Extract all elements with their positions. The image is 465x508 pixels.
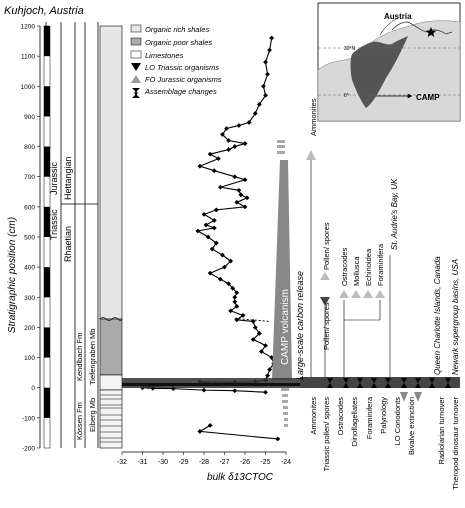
camp-volcanism-label: CAMP volcanism: [280, 289, 291, 365]
label-triassic: Triassic: [49, 209, 59, 240]
fo-group-label: Ostracodes: [340, 247, 349, 286]
data-point: [198, 429, 203, 434]
label-tiefengraben: Tiefengraben Mb: [88, 328, 97, 385]
pollen-side-label: Pollen/ spores: [322, 302, 331, 350]
data-point: [269, 36, 274, 41]
label-hettangian: Hettangian: [63, 156, 73, 200]
data-point: [275, 437, 280, 442]
y-tick-label: -100: [21, 415, 35, 423]
data-point: [208, 423, 213, 428]
data-point: [234, 200, 239, 205]
data-point: [239, 192, 244, 197]
label-rhaetian: Rhaetian: [63, 225, 73, 262]
bar-block: [44, 26, 50, 56]
legend-limestones: Limestones: [145, 51, 184, 60]
data-point: [232, 174, 237, 179]
ammonites-fo-icon: [306, 150, 316, 160]
y-tick-label: 1100: [21, 53, 35, 61]
data-point: [212, 226, 217, 231]
data-point: [226, 147, 231, 152]
st-audries-label: St. Audrie's Bay, UK: [390, 178, 399, 250]
y-tick-label: 300: [24, 294, 35, 302]
x-tick-label: -32: [116, 459, 128, 466]
x-tick-label: -27: [219, 459, 230, 466]
data-point: [243, 141, 248, 146]
data-point: [261, 84, 266, 89]
y-tick-label: 1200: [20, 23, 35, 31]
y-tick-label: 700: [24, 174, 35, 182]
bottom-label: Radiolarian turnover: [437, 397, 446, 465]
map-inset: [318, 3, 460, 121]
bar-block: [44, 267, 50, 297]
data-point: [216, 156, 221, 161]
camp-band: [122, 160, 460, 388]
fo-triangle-icon: [375, 290, 385, 298]
data-point: [243, 204, 248, 209]
data-point: [232, 295, 237, 300]
data-point: [236, 188, 241, 193]
data-point: [265, 373, 270, 378]
legend-organic-poor: Organic poor shales: [145, 38, 213, 47]
data-point: [195, 229, 200, 234]
legend-lo-triassic: LO Triassic organisms: [145, 63, 220, 72]
data-point: [263, 390, 268, 395]
data-point: [212, 218, 217, 223]
carbon-release-label: Large-scale carbon release: [295, 270, 305, 380]
data-point: [267, 48, 272, 53]
fo-group-label: Foraminifera: [376, 243, 385, 286]
data-point: [212, 168, 217, 173]
fo-groups: [339, 243, 385, 298]
x-axis: [117, 452, 291, 466]
y-tick-label: 900: [24, 113, 35, 121]
y-tick-label: 1000: [20, 83, 35, 91]
map-label-30n: 30°N: [344, 46, 356, 52]
fo-group-label: Mollusca: [352, 256, 361, 286]
label-kossen: Kössen Fm: [75, 402, 84, 440]
pollen-top-label: Pollen/ spores: [322, 222, 331, 270]
bar-block: [44, 388, 50, 418]
bar-block: [44, 86, 50, 116]
legend-organic-rich: Organic rich shales: [145, 25, 210, 34]
map-label-austria: Austria: [384, 12, 412, 21]
fo-triangle-icon: [339, 290, 349, 298]
data-point: [263, 60, 268, 65]
data-point: [214, 207, 219, 212]
data-point: [198, 164, 203, 169]
data-point: [232, 299, 237, 304]
x-tick-label: -30: [157, 459, 169, 466]
map-label-camp: CAMP: [416, 93, 440, 102]
y-tick-label: 200: [24, 324, 35, 332]
bottom-labels: [309, 396, 460, 489]
data-point: [202, 388, 207, 393]
bottom-label: Triassic pollen/ spores: [322, 397, 331, 472]
newark-label: Newark supergroup basins, USA: [451, 258, 460, 375]
data-point: [218, 277, 223, 282]
bottom-label: Theropod dinosaur turnover: [451, 397, 460, 490]
data-point: [204, 223, 209, 228]
y-tick-label: 500: [24, 234, 35, 242]
series-line-lower: [200, 425, 278, 439]
queen-charlotte-label: Queen Charlotte Islands, Canada: [433, 256, 442, 375]
x-tick-label: -31: [137, 459, 148, 466]
data-point: [265, 72, 270, 77]
x-axis-label: bulk δ13CTOC: [207, 472, 273, 483]
data-point: [236, 123, 241, 128]
data-point: [208, 152, 213, 157]
legend-assemblage: Assemblage changes: [145, 87, 217, 96]
x-tick-label: -26: [239, 459, 251, 466]
data-point: [218, 185, 223, 190]
ammonites-top-label: Ammonites: [309, 98, 318, 136]
data-point: [208, 271, 213, 276]
y-axis: [21, 24, 40, 453]
label-eiberg: Eiberg Mb: [88, 397, 97, 432]
data-point: [232, 388, 237, 393]
data-point: [202, 212, 207, 217]
data-point: [232, 144, 237, 149]
y-tick-label: 400: [24, 264, 35, 272]
data-point: [245, 195, 250, 200]
fo-group-label: Echinoidea: [364, 248, 373, 286]
x-tick-label: -25: [260, 459, 271, 466]
label-jurassic: Jurassic: [49, 161, 59, 195]
bottom-label: Dinoflagellates: [350, 397, 359, 447]
bottom-label: Ostracodes: [336, 397, 345, 436]
map-label-equator: 0°: [344, 93, 349, 99]
x-tick-label: -29: [178, 459, 189, 466]
bottom-label: Ammonites: [309, 397, 318, 435]
data-point: [243, 177, 248, 182]
fo-triangle-icon: [363, 290, 373, 298]
y-axis-label: Stratigraphic position (cm): [7, 216, 18, 334]
y-tick-label: 600: [24, 204, 35, 212]
legend: [131, 25, 222, 98]
chart-title: Kuhjoch, Austria: [4, 5, 84, 17]
pollen-fo-icon: [320, 272, 330, 280]
bottom-label: Bivalve extinction: [407, 397, 416, 455]
legend-fo-triangle-icon: [131, 75, 141, 83]
legend-fo-jurassic: FO Jurassic organisms: [145, 75, 222, 84]
bar-block: [44, 327, 50, 357]
y-tick-label: 100: [24, 355, 35, 363]
legend-double-arrow-icon: [132, 88, 140, 98]
legend-lo-triangle-icon: [131, 63, 141, 71]
bottom-label: Palynology: [379, 397, 388, 434]
x-tick-label: -28: [198, 459, 210, 466]
y-tick-label: -200: [21, 445, 35, 453]
label-kendlbach: Kendlbach Fm: [75, 332, 84, 381]
bottom-label: LO Conodonts: [393, 397, 402, 446]
fo-triangle-icon: [351, 290, 361, 298]
lithology-column: [100, 26, 122, 448]
y-tick-label: 800: [24, 144, 35, 152]
y-tick-label: 0: [31, 385, 35, 393]
x-tick-label: -24: [280, 459, 292, 466]
bottom-label: Foraminifera: [365, 397, 374, 440]
